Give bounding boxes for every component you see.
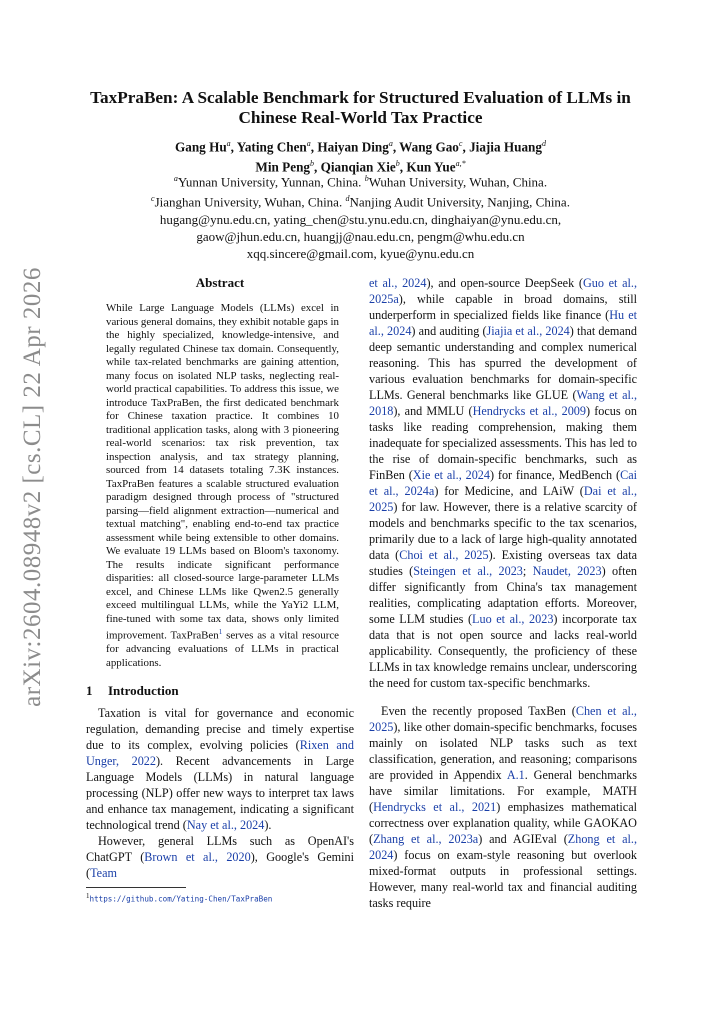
- citation-link[interactable]: Team: [90, 866, 117, 881]
- right-column: [369, 275, 637, 911]
- author-name: Haiyan Ding: [317, 139, 389, 155]
- author-name: Wang Gao: [399, 139, 459, 155]
- author-name: Gang Hu: [175, 139, 227, 155]
- citation-link[interactable]: Cai et al., 2024a: [369, 468, 637, 498]
- citation-link[interactable]: Dai et al., 2025: [369, 484, 637, 514]
- left-column: [86, 275, 354, 906]
- section-heading-introduction: [86, 683, 354, 699]
- right-paragraph-2: [369, 703, 637, 911]
- text-run: ), like other domain-specific benchmarks, focuses mainly on isolated NLP tasks such as text classification, generation, and reasoning; comparisons are provided in Appendix: [369, 720, 637, 782]
- footnote-number: 1: [86, 892, 90, 901]
- text-run: ) for law. However, there is a relative scarcity of models and benchmarks specific to the tax scenarios, primarily due to a lack of large high-quality annotated data (: [369, 500, 637, 562]
- author-name: Jiajia Huang: [469, 139, 542, 155]
- text-run: However, general LLMs such as OpenAI's ChatGPT (: [86, 834, 354, 865]
- citation-link[interactable]: Naudet, 2023: [532, 564, 602, 578]
- citation-link[interactable]: Luo et al., 2023: [472, 612, 554, 626]
- affil-marker: a: [173, 174, 178, 183]
- citation-link[interactable]: Chen et al., 2025: [369, 704, 637, 734]
- citation-link[interactable]: Zhong et al., 2024: [369, 832, 637, 862]
- citation-link[interactable]: A.1: [506, 768, 525, 782]
- citation-link[interactable]: et al., 2024: [369, 276, 427, 290]
- affil-marker: b: [364, 174, 369, 183]
- right-paragraph-1: [369, 275, 637, 691]
- affil-text: Yunnan University, Yunnan, China.: [177, 174, 365, 190]
- affiliations: [70, 170, 651, 262]
- footnote-marker[interactable]: 1: [218, 628, 223, 636]
- paper-title: TaxPraBen: A Scalable Benchmark for Structured Evaluation of LLMs in Chinese Real-World Tax Practice: [90, 88, 631, 127]
- affil-text: Jianghan University, Wuhan, China.: [154, 194, 346, 210]
- text-run: Taxation is vital for governance and economic regulation, demanding precise and timely expertise due to its complex, evolving policies (: [86, 706, 354, 753]
- footnote-url-link[interactable]: https://github.com/Yating-Chen/TaxPraBen: [89, 894, 273, 904]
- citation-link[interactable]: Steingen et al., 2023: [413, 564, 523, 578]
- text-run: ) emphasizes mathematical correctness over explanation quality, while GAOKAO (: [369, 800, 637, 846]
- abstract-text: [106, 302, 339, 670]
- affil-marker: d: [345, 194, 350, 204]
- intro-paragraph-1: [86, 705, 354, 833]
- affiliation-marker: a: [388, 139, 393, 148]
- text-run: ;: [522, 564, 533, 578]
- text-run: ), and open-source DeepSeek (: [426, 276, 583, 290]
- text-run: ), Google's Gemini (: [86, 850, 354, 881]
- affiliation-marker: a: [226, 139, 231, 148]
- affiliation-marker: b: [310, 159, 315, 169]
- affiliation-line-2: [70, 190, 651, 210]
- author-name: Qianqian Xie: [320, 159, 396, 175]
- author-name: Kun Yue: [406, 159, 456, 175]
- abstract-heading: Abstract: [195, 275, 245, 290]
- author-line-1: Gang Hu$^a$, Yating Chen$^a$, Haiyan Ding$^a$, Wang Gao$^c$, Jiajia Huang$^d$: [175, 139, 546, 155]
- affil-text: Nanjing Audit University, Nanjing, China.: [349, 194, 570, 210]
- text-run: ) and auditing (: [411, 324, 487, 338]
- section-title: Introduction: [108, 683, 179, 699]
- affil-text: Wuhan University, Wuhan, China.: [368, 174, 548, 190]
- abstract-body: While Large Language Models (LLMs) excel in various general domains, they exhibit notable gaps in the highly specialized, knowledge-intensive, and legally regulated Chinese tax domain. Consequently, while tax-related benchmarks are gaining attention, many focus on isolated NLP tasks, neglecting real-world practical capabilities. To address this issue, we introduce TaxPraBen, the first dedicated benchmark for Chinese taxation practice. It combines 10 traditional application tasks, along with 3 pioneering real-world scenarios: tax risk prevention, tax inspection analysis, and tax strategy planning, sourced from 14 datasets totaling 7.3K instances. TaxPraBen features a scalable structured evaluation paradigm designed through process of "structured parsing—field alignment extraction—numerical and textual matching", enabling end-to-end tax practice assessment while being extensible to other domains. We evaluate 19 LLMs based on Bloom's taxonomy. The results indicate significant performance disparities: all closed-source large-parameter LLMs excel, and Chinese LLMs like Qwen2.5 generally exceed multilingual LLMs, while the YaYi2 LLM, fine-tuned with some tax data, shows only limited improvement. TaxPraBen: [106, 302, 339, 642]
- intro-paragraph-2: [86, 833, 354, 881]
- affiliation-marker: a: [306, 139, 311, 148]
- affil-marker: c: [151, 194, 155, 204]
- affiliation-marker: a,*: [455, 159, 466, 169]
- citation-link[interactable]: Hendrycks et al., 2009: [472, 404, 586, 418]
- text-run: ), and MMLU (: [393, 404, 473, 418]
- citation-link[interactable]: Jiajia et al., 2024: [486, 324, 570, 338]
- footnote: [86, 890, 354, 906]
- citation-link[interactable]: Choi et al., 2025: [399, 548, 489, 562]
- text-run: ) for Medicine, and LAiW (: [434, 484, 584, 498]
- affiliation-line-1: [70, 170, 651, 190]
- text-run: ). Existing overseas tax data studies (: [369, 548, 637, 578]
- footnote-divider: [86, 887, 186, 888]
- citation-link[interactable]: Hendrycks et al., 2021: [373, 800, 497, 814]
- author-name: Min Peng: [255, 159, 311, 175]
- citation-link[interactable]: Nay et al., 2024: [186, 818, 265, 833]
- text-run: ) often differ significantly from China's tax management realities, complicating adaptation efforts. Moreover, some LLM studies (: [369, 564, 637, 626]
- text-run: . General benchmarks have similar limitations. For example, MATH (: [369, 768, 637, 814]
- abstract-body-end: serves as a vital resource for advancing evaluations of LLMs in practical applications.: [106, 629, 339, 669]
- citation-link[interactable]: Guo et al., 2025a: [369, 276, 637, 306]
- section-number: 1: [86, 683, 93, 699]
- text-run: ). Recent advancements in Large Language Models (LLMs) in natural language processing (NLP) offer new ways to interpret tax laws and enhance tax management, indicating a significant technological trend (: [86, 754, 354, 833]
- text-run: ), while capable in broad domains, still underperform in specialized fields like finance (: [369, 292, 637, 322]
- text-run: Even the recently proposed TaxBen (: [381, 704, 576, 718]
- affiliation-marker: c: [458, 139, 463, 148]
- citation-link[interactable]: Wang et al., 2018: [369, 388, 638, 418]
- text-run: ) focus on exam-style reasoning but overlook mixed-format outputs in professional settings. However, many real-world tax and financial auditing tasks require: [369, 848, 637, 910]
- citation-link[interactable]: Xie et al., 2024: [412, 468, 490, 482]
- text-run: ) incorporate tax data that is not open source and lacks real-world applicability. Consequently, the proficiency of these LLMs in tax knowledge remains unclear, underscoring the need for custom tax-specific benchmarks.: [369, 612, 637, 690]
- text-run: ) that demand deep semantic understanding and complex numerical reasoning. This has spurred the development of various evaluation benchmarks for domain-specific LLMs. General benchmarks like GLUE (: [369, 324, 637, 402]
- email-line-2: gaow@jhun.edu.cn, huangjj@nau.edu.cn, pengm@whu.edu.cn: [196, 228, 525, 244]
- email-line-1: hugang@ynu.edu.cn, yating_chen@stu.ynu.edu.cn, dinghaiyan@ynu.edu.cn,: [159, 211, 562, 227]
- affiliation-marker: b: [395, 159, 400, 169]
- citation-link[interactable]: Brown et al., 2020: [144, 850, 251, 865]
- author-line-2: Min Peng$^b$, Qianqian Xie$^b$, Kun Yue$^{a,*}$: [255, 159, 466, 175]
- citation-link[interactable]: Hu et al., 2024: [369, 308, 637, 338]
- text-run: ).: [264, 818, 272, 833]
- author-name: Yating Chen: [236, 139, 307, 155]
- text-run: ) focus on tasks like reading comprehension, making them inadequate for specialized assessments. This has led to the rise of domain-specific benchmarks, such as FinBen (: [369, 404, 637, 482]
- email-line-3: xqq.sincere@gmail.com, kyue@ynu.edu.cn: [246, 245, 475, 261]
- citation-link[interactable]: Zhang et al., 2023a: [373, 832, 479, 846]
- text-run: ) and AGIEval (: [478, 832, 568, 846]
- text-run: ) for finance, MedBench (: [489, 468, 621, 482]
- arxiv-identifier: arXiv:2604.08948v2 [cs.CL] 22 Apr 2026: [19, 267, 46, 707]
- citation-link[interactable]: Rixen and Unger, 2022: [86, 738, 354, 769]
- affiliation-marker: d: [541, 139, 546, 148]
